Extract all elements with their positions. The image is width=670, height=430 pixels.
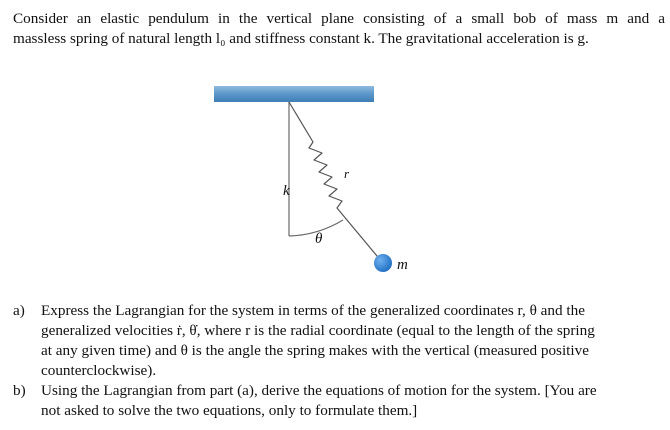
pendulum-diagram (200, 80, 400, 280)
radial-coordinate-label: r (344, 166, 350, 181)
intro-line-1: Consider an elastic pendulum in the vertical plane consisting of a small bob of mass m and a (13, 10, 665, 27)
question-a-line-1: Express the Lagrangian for the system in terms of the generalized coordinates r, θ and the (41, 302, 585, 319)
angle-label: θ (315, 231, 323, 247)
spring-constant-label: k (283, 183, 290, 199)
intro-line-2: massless spring of natural length l₀ and stiffness constant k. The gravitational acceleration is g. (13, 30, 589, 47)
problem-statement (13, 9, 665, 49)
question-a-line-3: at any given time) and θ is the angle the spring makes with the vertical (measured positive (41, 342, 589, 359)
question-b-line-1: Using the Lagrangian from part (a), derive the equations of motion for the system. [You are (41, 382, 597, 399)
ceiling-support (214, 86, 374, 102)
spring (289, 102, 382, 262)
question-a-line-2: generalized velocities ṙ, θ̇, where r is the radial coordinate (equal to the length of the spring (41, 322, 595, 339)
question-a-marker: a) (13, 302, 25, 319)
mass-label: m (397, 257, 408, 273)
question-b (13, 381, 663, 421)
question-list (13, 301, 663, 421)
bob-mass (374, 254, 392, 272)
question-b-line-2: not asked to solve the two equations, only to formulate them.] (41, 402, 418, 419)
question-a (13, 301, 663, 381)
pendulum-figure (200, 80, 408, 280)
question-a-line-4: counterclockwise). (41, 362, 157, 379)
question-b-marker: b) (13, 382, 26, 399)
